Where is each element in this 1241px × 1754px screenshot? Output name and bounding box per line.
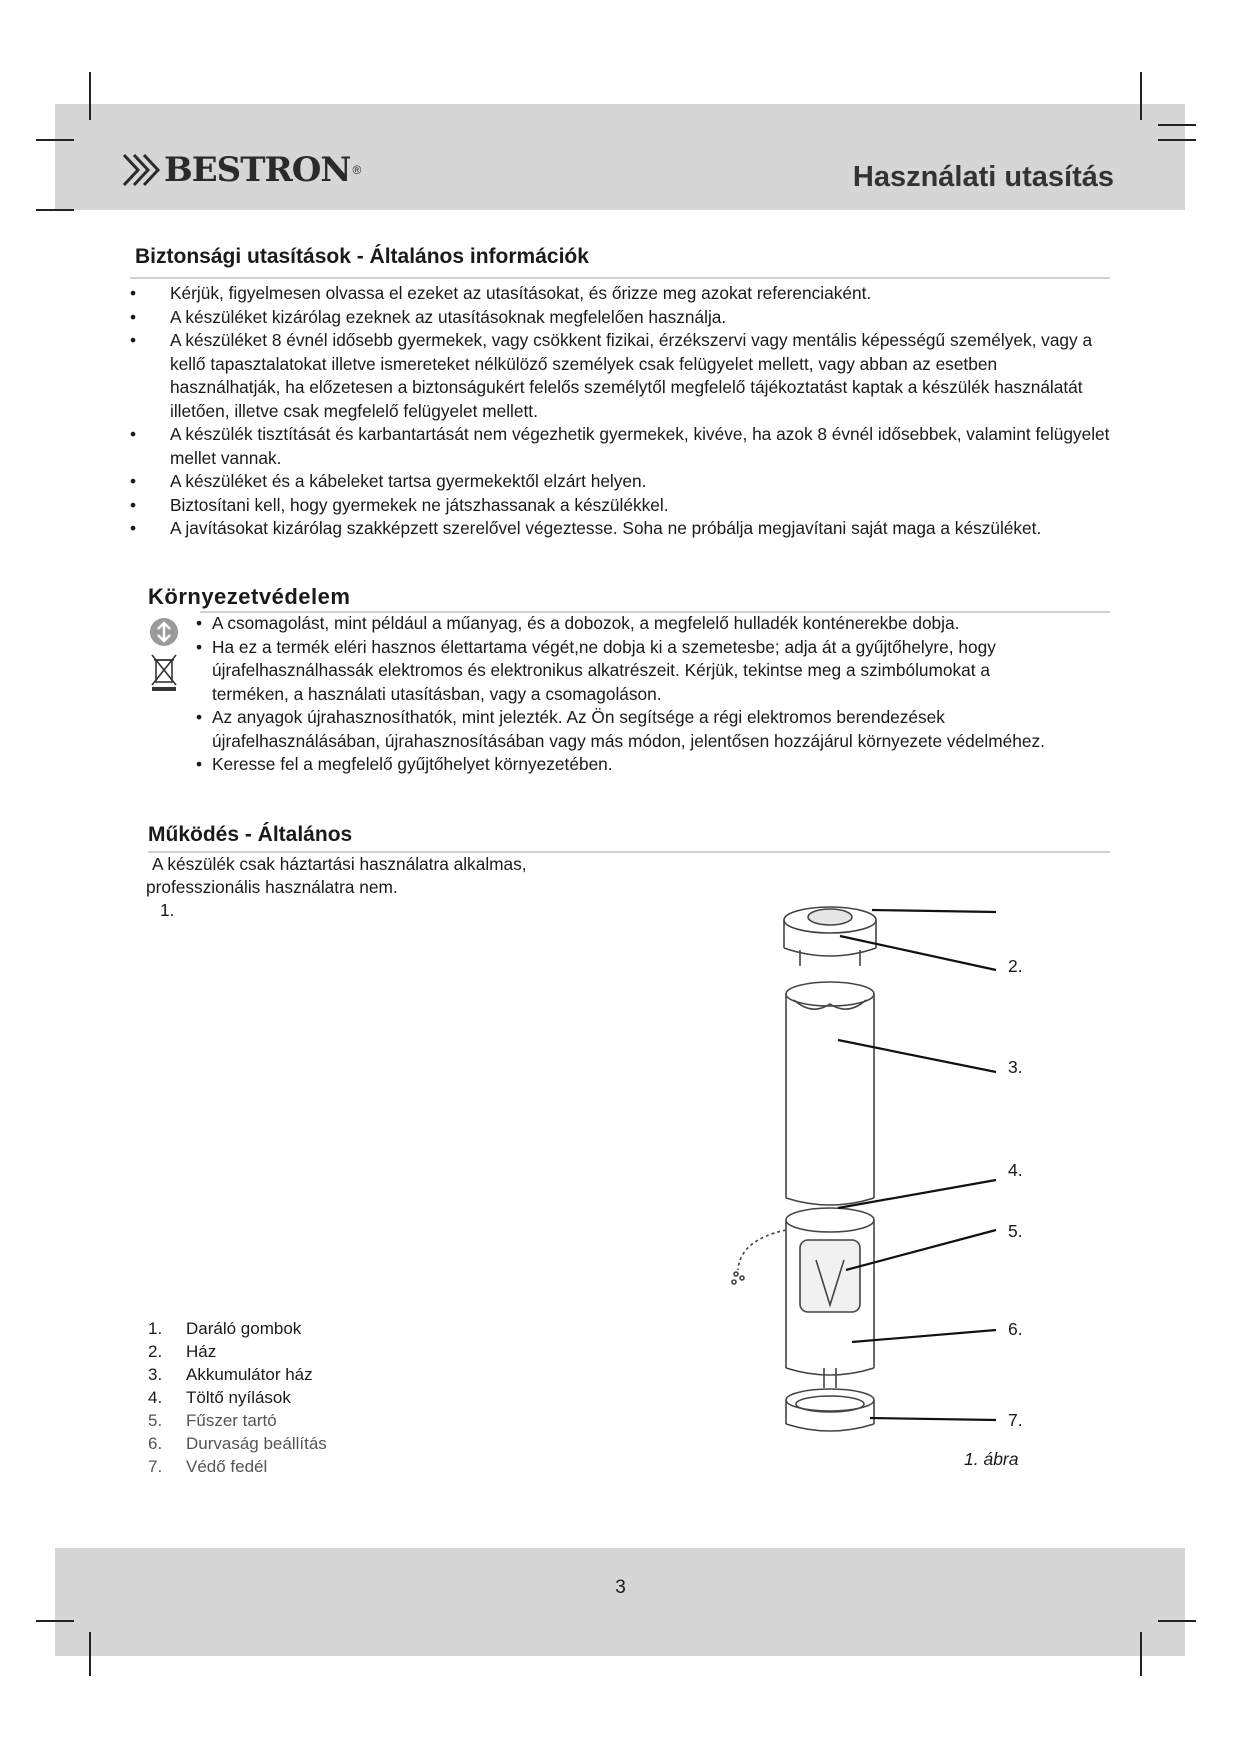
grinder-exploded-diagram: [720, 890, 1040, 1450]
crop-mark: [1140, 1632, 1142, 1676]
callout-label: 4.: [1008, 1160, 1023, 1180]
callout-label: 7.: [1008, 1410, 1023, 1430]
callout-label: 6.: [1008, 1319, 1023, 1339]
environment-heading: Környezetvédelem: [148, 584, 351, 609]
crop-mark: [89, 72, 91, 120]
list-item: • Ha ez a termék eléri hasznos élettartama végét,ne dobja ki a szemetesbe; adja át a gyűjtőhelyre, hogy újrafelhasználhassák elektromos és elektronikus alkatrészeit. Kérjük, tekintse meg a szimbólumokat a terméken, a használati utasításban, vagy a csomagoláson.: [196, 636, 1116, 707]
figure-start-label: 1.: [160, 900, 175, 920]
callout-label: 3.: [1008, 1057, 1023, 1077]
operation-heading: Működés - Általános: [148, 823, 353, 846]
operation-intro-line-1: A készülék csak háztartási használatra alkalmas,: [152, 854, 527, 874]
part-item: 5. Fűszer tartó: [148, 1411, 277, 1430]
brand-registered-mark: ®: [352, 163, 362, 177]
callout-label: 5.: [1008, 1221, 1023, 1241]
recycle-icon: [148, 616, 180, 648]
figure-caption: 1. ábra: [964, 1449, 1019, 1469]
list-item: • Biztosítani kell, hogy gyermekek ne játszhassanak a készülékkel.: [130, 494, 1110, 518]
part-item: 7. Védő fedél: [148, 1457, 268, 1476]
list-item: • A készüléket 8 évnél idősebb gyermekek, vagy csökkent fizikai, érzékszervi vagy mentális képességű személyek, vagy a kellő tapasztalatokat illetve ismereteket nélkülöző személyek csak felügyelet mellett, vagy abban az esetben használhatják, ha előzetesen a biztonságukért felelős személytől megfelelő tájékoztatást kaptak a készülék használatát illetően, illetve csak megfelelő felügyelet mellett.: [130, 329, 1110, 423]
crop-mark: [89, 1632, 91, 1676]
list-item: • Kérjük, figyelmesen olvassa el ezeket az utasításokat, és őrizze meg azokat referenciaként.: [130, 282, 1110, 306]
list-item: • A csomagolást, mint például a műanyag, és a dobozok, a megfelelő hulladék konténerekbe dobja.: [196, 612, 1116, 636]
part-item: 2. Ház: [148, 1342, 217, 1361]
brand-name: BESTRON: [164, 150, 351, 190]
part-item: 3. Akkumulátor ház: [148, 1365, 313, 1384]
page-number: 3: [615, 1577, 626, 1598]
list-item: • Az anyagok újrahasznosíthatók, mint jelezték. Az Ön segítsége a régi elektromos berendezések újrafelhasználásában, újrahasznosításában vagy más módon, jelentősen hozzájárul környezete védelméhez.: [196, 706, 1116, 753]
safety-list: [130, 282, 1110, 541]
crop-mark: [1140, 72, 1142, 120]
crop-mark: [1158, 139, 1196, 141]
crop-mark: [36, 1620, 74, 1622]
part-item: 1. Daráló gombok: [148, 1319, 302, 1338]
crop-mark: [36, 209, 74, 211]
list-item: • A javításokat kizárólag szakképzett szerelővel végeztesse. Soha ne próbálja megjavítani saját maga a készüléket.: [130, 517, 1110, 541]
crop-mark: [36, 139, 74, 141]
callout-label: 2.: [1008, 956, 1023, 976]
weee-bin-icon: [150, 652, 178, 692]
crop-mark: [1158, 1620, 1196, 1622]
list-item: • Keresse fel a megfelelő gyűjtőhelyet környezetében.: [196, 753, 1116, 777]
safety-heading: Biztonsági utasítások - Általános információk: [135, 245, 589, 268]
part-item: 4. Töltő nyílások: [148, 1388, 291, 1407]
footer-band: [55, 1548, 1185, 1656]
parts-list: [148, 1317, 327, 1478]
brand-chevrons-icon: [122, 151, 164, 189]
list-item: • A készülék tisztítását és karbantartását nem végezhetik gyermekek, kivéve, ha azok 8 évnél idősebbek, valamint felügyelet mellet vannak.: [130, 423, 1110, 470]
list-item: • A készüléket kizárólag ezeknek az utasításoknak megfelelően használja.: [130, 306, 1110, 330]
crop-mark: [1158, 124, 1196, 126]
list-item: • A készüléket és a kábeleket tartsa gyermekektől elzárt helyen.: [130, 470, 1110, 494]
brand-logo: [122, 150, 361, 190]
part-item: 6. Durvaság beállítás: [148, 1434, 327, 1453]
section-divider: [130, 277, 1110, 279]
document-title: Használati utasítás: [852, 161, 1114, 193]
environment-list: [196, 612, 1116, 777]
operation-intro-line-2: professzionális használatra nem.: [146, 877, 398, 897]
